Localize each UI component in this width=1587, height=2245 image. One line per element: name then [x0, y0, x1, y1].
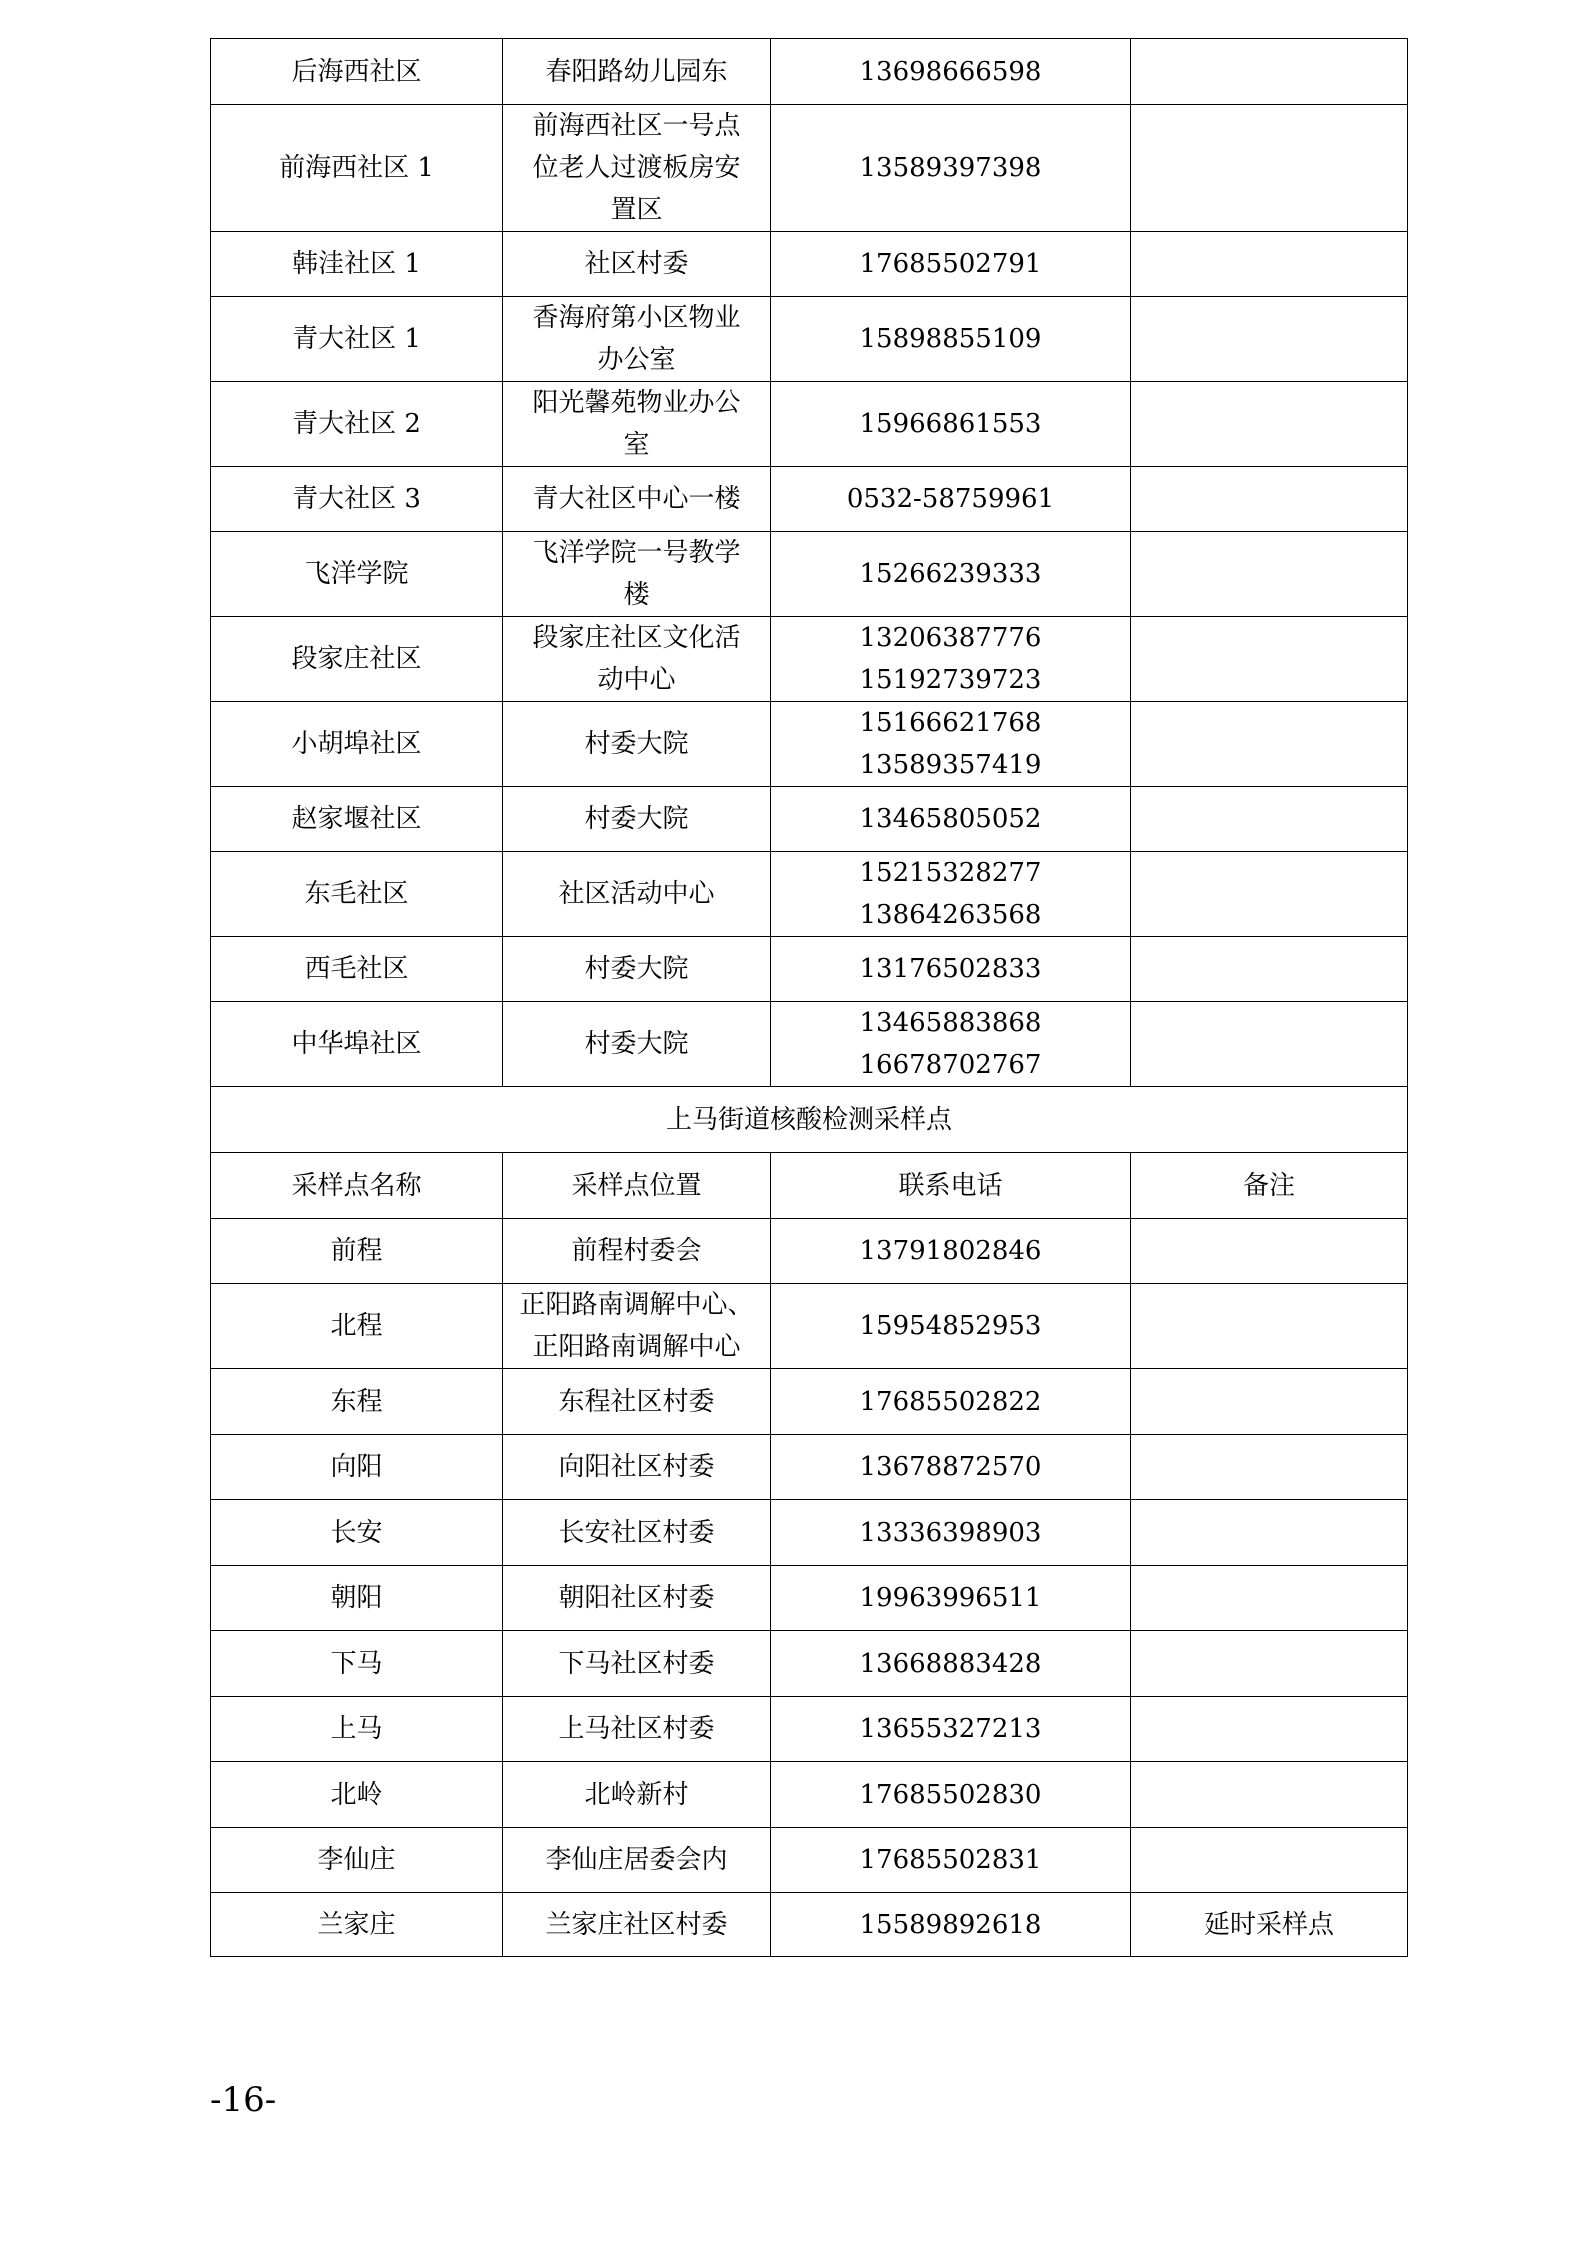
table-row	[211, 852, 1408, 937]
note-cell	[1131, 1002, 1408, 1087]
table-row	[211, 1500, 1408, 1566]
table-row	[211, 467, 1408, 532]
note-cell	[1131, 787, 1408, 852]
site-name-cell: 前程	[211, 1219, 503, 1284]
note-cell	[1131, 232, 1408, 297]
table-row	[211, 1435, 1408, 1500]
header-phone: 联系电话	[771, 1153, 1131, 1219]
note-cell	[1131, 382, 1408, 467]
note-cell	[1131, 702, 1408, 787]
note-cell	[1131, 617, 1408, 702]
note-cell	[1131, 532, 1408, 617]
site-location-cell: 向阳社区村委	[503, 1435, 771, 1500]
table-row	[211, 1697, 1408, 1762]
table-row	[211, 702, 1408, 787]
note-cell	[1131, 1284, 1408, 1369]
site-location-cell: 长安社区村委	[503, 1500, 771, 1566]
site-location-cell: 飞洋学院一号教学 楼	[503, 532, 771, 617]
table-row	[211, 787, 1408, 852]
note-cell	[1131, 1369, 1408, 1435]
page-number: -16-	[210, 2080, 277, 2120]
note-cell	[1131, 1631, 1408, 1697]
phone-cell: 15266239333	[771, 532, 1131, 617]
table-row	[211, 39, 1408, 105]
site-name-cell: 前海西社区 1	[211, 105, 503, 232]
site-name-cell: 飞洋学院	[211, 532, 503, 617]
table-row	[211, 1566, 1408, 1631]
phone-cell: 13206387776 15192739723	[771, 617, 1131, 702]
note-cell	[1131, 1762, 1408, 1828]
note-cell	[1131, 1566, 1408, 1631]
site-name-cell: 李仙庄	[211, 1828, 503, 1893]
note-cell	[1131, 1435, 1408, 1500]
note-cell: 延时采样点	[1131, 1893, 1408, 1957]
site-location-cell: 村委大院	[503, 937, 771, 1002]
site-name-cell: 朝阳	[211, 1566, 503, 1631]
header-note: 备注	[1131, 1153, 1408, 1219]
phone-cell: 15966861553	[771, 382, 1131, 467]
site-name-cell: 中华埠社区	[211, 1002, 503, 1087]
phone-cell: 13791802846	[771, 1219, 1131, 1284]
section-title: 上马街道核酸检测采样点	[211, 1087, 1408, 1153]
phone-cell: 13668883428	[771, 1631, 1131, 1697]
site-name-cell: 青大社区 3	[211, 467, 503, 532]
site-name-cell: 长安	[211, 1500, 503, 1566]
table-row	[211, 1631, 1408, 1697]
site-location-cell: 朝阳社区村委	[503, 1566, 771, 1631]
site-name-cell: 东程	[211, 1369, 503, 1435]
note-cell	[1131, 937, 1408, 1002]
header-row	[211, 1153, 1408, 1219]
table-row	[211, 1762, 1408, 1828]
site-location-cell: 下马社区村委	[503, 1631, 771, 1697]
site-location-cell: 李仙庄居委会内	[503, 1828, 771, 1893]
site-location-cell: 正阳路南调解中心、 正阳路南调解中心	[503, 1284, 771, 1369]
phone-cell: 13655327213	[771, 1697, 1131, 1762]
table-row	[211, 1369, 1408, 1435]
site-name-cell: 小胡埠社区	[211, 702, 503, 787]
phone-cell: 13336398903	[771, 1500, 1131, 1566]
sampling-sites-table	[210, 38, 1408, 1957]
table-row	[211, 532, 1408, 617]
site-name-cell: 北程	[211, 1284, 503, 1369]
table-row	[211, 1828, 1408, 1893]
site-location-cell: 春阳路幼儿园东	[503, 39, 771, 105]
table-row	[211, 1002, 1408, 1087]
phone-cell: 17685502791	[771, 232, 1131, 297]
note-cell	[1131, 105, 1408, 232]
site-name-cell: 韩洼社区 1	[211, 232, 503, 297]
site-name-cell: 青大社区 1	[211, 297, 503, 382]
phone-cell: 17685502822	[771, 1369, 1131, 1435]
site-location-cell: 前程村委会	[503, 1219, 771, 1284]
site-name-cell: 西毛社区	[211, 937, 503, 1002]
table-row	[211, 1893, 1408, 1957]
note-cell	[1131, 1500, 1408, 1566]
site-location-cell: 村委大院	[503, 1002, 771, 1087]
phone-cell: 17685502830	[771, 1762, 1131, 1828]
site-name-cell: 后海西社区	[211, 39, 503, 105]
table-row	[211, 232, 1408, 297]
site-location-cell: 村委大院	[503, 787, 771, 852]
section-title-row	[211, 1087, 1408, 1153]
table-row	[211, 937, 1408, 1002]
site-name-cell: 段家庄社区	[211, 617, 503, 702]
site-name-cell: 下马	[211, 1631, 503, 1697]
note-cell	[1131, 39, 1408, 105]
phone-cell: 13698666598	[771, 39, 1131, 105]
site-name-cell: 北岭	[211, 1762, 503, 1828]
site-location-cell: 香海府第小区物业 办公室	[503, 297, 771, 382]
phone-cell: 15589892618	[771, 1893, 1131, 1957]
phone-cell: 0532-58759961	[771, 467, 1131, 532]
note-cell	[1131, 852, 1408, 937]
table-body	[211, 39, 1408, 1957]
phone-cell: 13678872570	[771, 1435, 1131, 1500]
site-location-cell: 社区村委	[503, 232, 771, 297]
table-row	[211, 617, 1408, 702]
phone-cell: 13465805052	[771, 787, 1131, 852]
header-name: 采样点名称	[211, 1153, 503, 1219]
site-location-cell: 北岭新村	[503, 1762, 771, 1828]
header-location: 采样点位置	[503, 1153, 771, 1219]
site-name-cell: 东毛社区	[211, 852, 503, 937]
site-location-cell: 阳光馨苑物业办公 室	[503, 382, 771, 467]
phone-cell: 15954852953	[771, 1284, 1131, 1369]
phone-cell: 13465883868 16678702767	[771, 1002, 1131, 1087]
table-row	[211, 1284, 1408, 1369]
site-name-cell: 青大社区 2	[211, 382, 503, 467]
site-location-cell: 社区活动中心	[503, 852, 771, 937]
site-location-cell: 前海西社区一号点 位老人过渡板房安 置区	[503, 105, 771, 232]
phone-cell: 13176502833	[771, 937, 1131, 1002]
note-cell	[1131, 297, 1408, 382]
site-location-cell: 段家庄社区文化活 动中心	[503, 617, 771, 702]
phone-cell: 13589397398	[771, 105, 1131, 232]
table-row	[211, 105, 1408, 232]
note-cell	[1131, 1697, 1408, 1762]
phone-cell: 17685502831	[771, 1828, 1131, 1893]
site-location-cell: 兰家庄社区村委	[503, 1893, 771, 1957]
phone-cell: 15166621768 13589357419	[771, 702, 1131, 787]
table-row	[211, 297, 1408, 382]
note-cell	[1131, 1828, 1408, 1893]
phone-cell: 15898855109	[771, 297, 1131, 382]
site-location-cell: 青大社区中心一楼	[503, 467, 771, 532]
phone-cell: 19963996511	[771, 1566, 1131, 1631]
site-name-cell: 向阳	[211, 1435, 503, 1500]
site-location-cell: 东程社区村委	[503, 1369, 771, 1435]
site-name-cell: 兰家庄	[211, 1893, 503, 1957]
note-cell	[1131, 467, 1408, 532]
site-name-cell: 上马	[211, 1697, 503, 1762]
table-row	[211, 382, 1408, 467]
phone-cell: 15215328277 13864263568	[771, 852, 1131, 937]
table-row	[211, 1219, 1408, 1284]
site-location-cell: 村委大院	[503, 702, 771, 787]
site-location-cell: 上马社区村委	[503, 1697, 771, 1762]
site-name-cell: 赵家堰社区	[211, 787, 503, 852]
note-cell	[1131, 1219, 1408, 1284]
